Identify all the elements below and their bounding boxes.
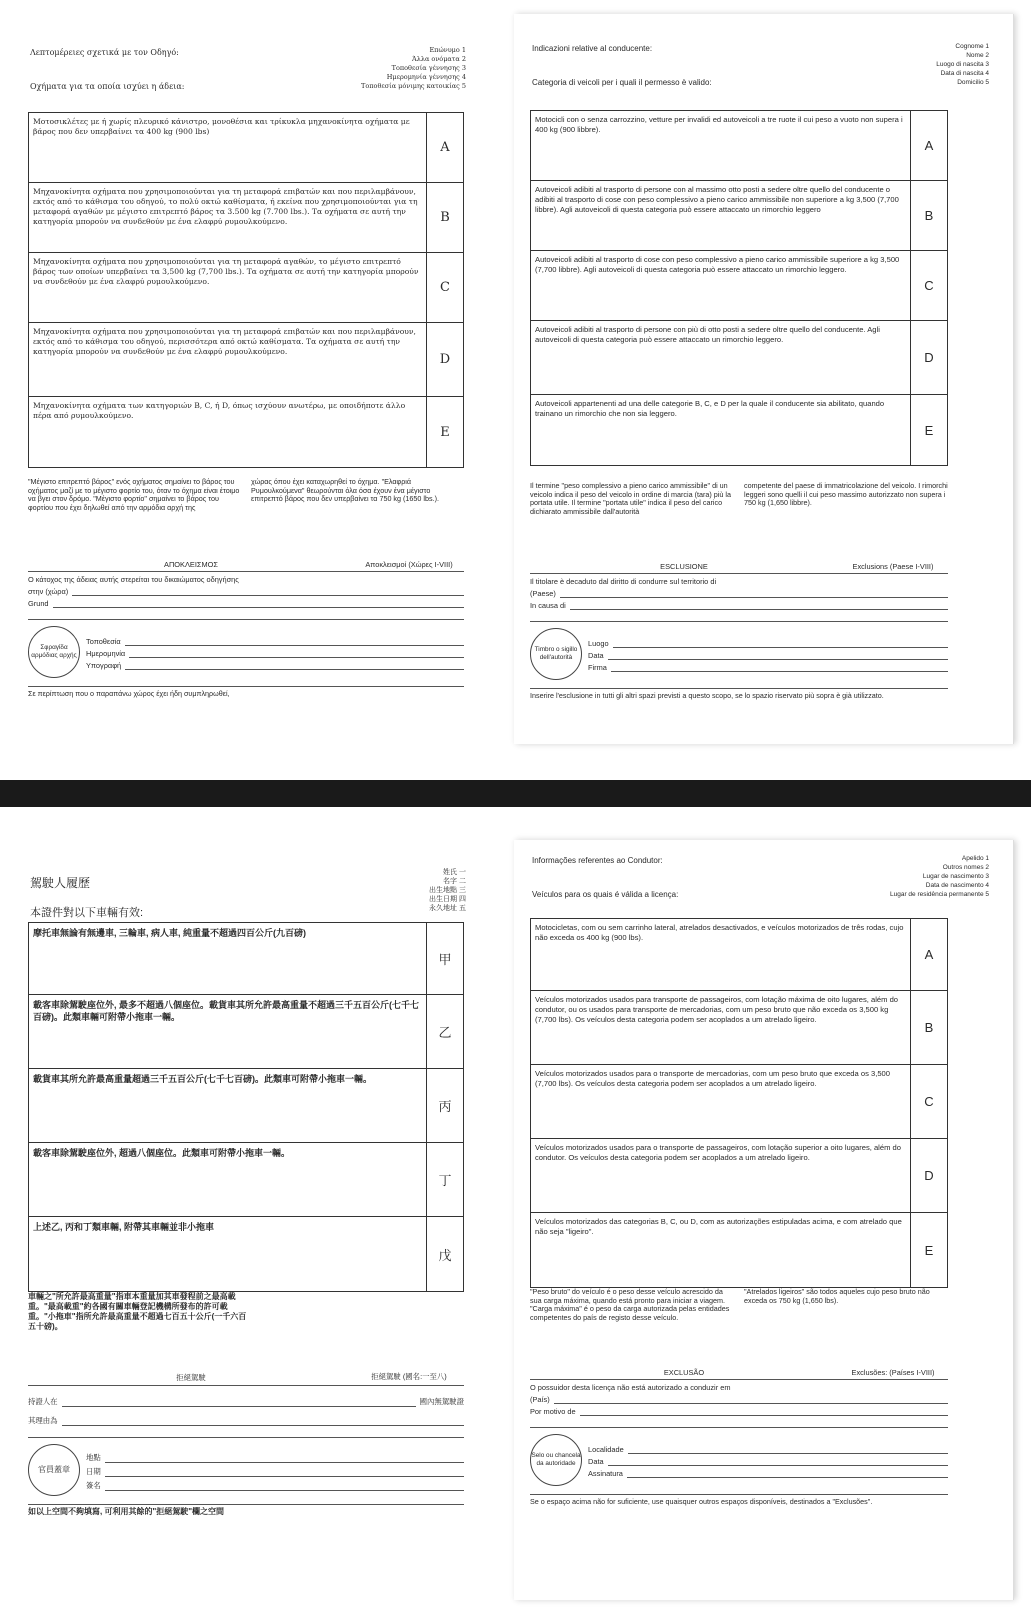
category-table xyxy=(530,110,948,466)
category-row xyxy=(29,1069,463,1143)
exclusion-countries: Αποκλεισμοί (Χώρες I-VIII) xyxy=(365,560,453,569)
category-letter: B xyxy=(440,210,450,225)
exclusion-line xyxy=(28,1396,464,1407)
field-surname: Cognome 1 xyxy=(955,43,989,50)
signature-label: Firma xyxy=(588,663,607,672)
vehicle-categories-heading: Categoria di veicoli per i quali il permesso è valido: xyxy=(532,78,712,87)
category-letter: C xyxy=(924,1094,934,1109)
exclusion-line xyxy=(530,1407,948,1416)
signature-line xyxy=(86,661,464,670)
driver-field-labels xyxy=(361,46,466,91)
field-birthplace: Luogo di nascita 3 xyxy=(936,61,989,68)
date-line xyxy=(86,649,464,658)
blank-line[interactable] xyxy=(530,1419,948,1428)
field-surname: Επώνυμο 1 xyxy=(429,46,466,54)
exclusion-header xyxy=(28,560,464,572)
date-field[interactable] xyxy=(129,649,464,658)
seal-fields xyxy=(588,636,948,672)
driver-details-heading: Informações referentes ao Condutor: xyxy=(532,856,663,865)
place-label: 地點 xyxy=(86,1453,101,1462)
exclusion-line xyxy=(28,587,464,596)
category-letter: D xyxy=(439,352,451,367)
field-birthplace: Lugar de nascimento 3 xyxy=(922,873,989,880)
reason-label: 其理由為 xyxy=(28,1416,58,1425)
category-letter: B xyxy=(924,208,934,223)
place-label: Τοποθεσία xyxy=(86,637,121,646)
place-field[interactable] xyxy=(125,637,464,646)
driver-field-labels xyxy=(429,868,466,913)
field-surname: Apelido 1 xyxy=(961,855,989,862)
category-letter: E xyxy=(924,422,934,438)
reason-label: Grund xyxy=(28,599,49,608)
signature-line xyxy=(588,663,948,672)
category-row xyxy=(29,995,463,1069)
place-field[interactable] xyxy=(105,1454,464,1463)
field-other-names: Nome 2 xyxy=(966,52,989,59)
category-description: 載客車除駕駛座位外, 最多不超過八個座位。載貨車其所允許最高重量不超過三千五百公斤(七千七百磅)。此類車輛可附帶小拖車一輛。 xyxy=(29,995,427,1068)
exclusion-note: Se o espaço acima não for suficiente, use quaisquer outros espaços disponíveis, destinados a "Exclusões". xyxy=(530,1494,948,1506)
country-label: στην (χώρα) xyxy=(28,587,69,596)
category-letter: E xyxy=(924,1242,934,1258)
category-letter: A xyxy=(440,140,450,155)
category-row xyxy=(531,1065,947,1139)
exclusion-line-label: Ο κάτοχος της άδειας αυτής στερείται του δικαιώματος οδηγήσης xyxy=(28,575,239,584)
exclusion-countries: 拒絕駕駛 (國名:一至八) xyxy=(371,1372,447,1381)
category-row xyxy=(29,113,463,183)
exclusion-section xyxy=(530,1368,948,1506)
exclusion-title: EXCLUSÃO xyxy=(663,1368,705,1377)
exclusion-header xyxy=(530,562,948,574)
seal-fields xyxy=(86,1449,464,1491)
driver-details-heading: 駕駛人履歷 xyxy=(30,876,91,890)
category-description: Autoveicoli adibiti al trasporto di persone con al massimo otto posti a sedere oltre quello del conducente o adibiti al trasporto di cose con peso complessivo a pieno carico ammissibile non superiore a kg 3,500 (7,700 libbre). Agli autoveicoli di questa categoria può essere attaccato un rimorchio leggero xyxy=(531,181,911,250)
category-table xyxy=(28,922,464,1292)
category-description: 上述乙, 丙和丁類車輛, 附帶其車輛並非小拖車 xyxy=(29,1217,427,1291)
category-table xyxy=(28,112,464,468)
field-surname: 姓氏 一 xyxy=(443,869,466,876)
exclusion-line-label: Il titolare è decaduto dal diritto di condurre sul territorio di xyxy=(530,577,717,586)
field-birthdate: 出生日期 四 xyxy=(429,896,466,903)
category-description: Μηχανοκίνητα οχήματα που χρησιμοποιούνται για τη μεταφορά επιβατών και που περιλαμβάνουν, εκτός από το κάθισμα του οδηγού, το πολύ οκτώ καθίσματα, ή εκείνα που χρησιμοποιούνται για τη μεταφορά αγαθών με μέγιστο επιτρεπτό βάρος τα 3.500 kg (7.700 lbs.). Τα οχήματα σε αυτή την κατηγορία μπορούν να συνδεθούν με ένα ελαφρύ ρυμουλκούμενο. xyxy=(29,183,427,252)
definition-left: "Peso bruto" do veículo é o peso desse veículo acrescido da sua carga máxima, quando está pronto para iniciar a viagem. "Carga máxima" é o peso da carga autorizada pelas entidades competentes do país de registo desse veículo. xyxy=(530,1287,730,1322)
chinese-header xyxy=(18,838,478,918)
holder-label: 持證人在 xyxy=(28,1397,58,1406)
field-birthdate: Data de nascimento 4 xyxy=(925,882,989,889)
field-other-names: Άλλα ονόματα 2 xyxy=(412,55,466,63)
category-description: 載客車除駕駛座位外, 超過八個座位。此類車可附帶小拖車一輛。 xyxy=(29,1143,427,1216)
signature-field[interactable] xyxy=(105,1482,464,1491)
signature-label: Υπογραφή xyxy=(86,661,122,670)
exclusion-line xyxy=(28,1415,464,1426)
category-table xyxy=(530,918,948,1288)
driver-field-labels xyxy=(936,42,989,87)
category-description: 載貨車其所允許最高重量超過三千五百公斤(七千七百磅)。此類車可附帶小拖車一輛。 xyxy=(29,1069,427,1142)
definition-right: competente del paese di immatricolazione del veicolo. I rimorchi leggeri sono quelli il cui peso massimo autorizzato non supera i 750 kg (1,650 libbre). xyxy=(744,481,948,508)
category-row xyxy=(531,991,947,1065)
exclusion-line xyxy=(530,601,948,610)
weight-definitions xyxy=(28,1292,248,1332)
category-description: 摩托車無論有無邊車, 三輪車, 病人車, 純重量不超過四百公斤(九百磅) xyxy=(29,923,427,994)
authority-seal-circle: Selo ou chancela da autoridade xyxy=(530,1434,582,1486)
place-field[interactable] xyxy=(628,1445,948,1454)
reason-label: In causa di xyxy=(530,601,566,610)
signature-field[interactable] xyxy=(611,663,948,672)
date-line xyxy=(588,1457,948,1466)
category-letter: E xyxy=(440,424,450,440)
category-description: Autoveicoli adibiti al trasporto di persone con più di otto posti a sedere oltre quello del conducente. Agli autoveicoli di questa categoria può essere attaccato un rimorchio leggero. xyxy=(531,321,911,394)
place-field[interactable] xyxy=(613,639,948,648)
place-line xyxy=(588,1445,948,1454)
exclusion-title: ΑΠΟΚΛΕΙΣΜΟΣ xyxy=(164,560,218,569)
signature-field[interactable] xyxy=(627,1469,948,1478)
place-label: Luogo xyxy=(588,639,609,648)
authority-seal-circle: 官員蓋章 xyxy=(28,1444,80,1496)
category-letter: D xyxy=(924,350,934,365)
date-label: Data xyxy=(588,1457,604,1466)
exclusion-note: 如以上空間不夠填寫, 可利用其餘的"拒絕駕駛"欄之空間 xyxy=(28,1504,464,1516)
category-row xyxy=(29,323,463,397)
category-description: Motocicletas, com ou sem carrinho lateral, atrelados desactivados, e veículos motorizados de três rodas, cujo não exceda os 400 kg (900 lbs). xyxy=(531,919,911,990)
date-field[interactable] xyxy=(608,1457,948,1466)
page-separator-band xyxy=(0,780,1031,807)
seal-fields xyxy=(588,1442,948,1478)
exclusion-line xyxy=(530,589,948,598)
signature-line xyxy=(86,1480,464,1491)
seal-block xyxy=(28,1444,464,1496)
seal-fields xyxy=(86,634,464,670)
exclusion-section xyxy=(28,1372,464,1516)
category-description: Veículos motorizados usados para o transporte de passageiros, com lotação superior a oito lugares, além do condutor. Os veículos desta categoria podem ser acoplados a um atrelado ligeiro. xyxy=(531,1139,911,1212)
category-letter: C xyxy=(924,278,934,293)
definition-left: 車輛之"所允許最高重量"指車本重量加其車發程前之最高載重。"最高載重"約各國有關車輛登記機構所發布的許可載重。"小拖車"指所允許最高重量不超過七百五十公斤(一千六百五十磅)。 xyxy=(28,1292,247,1331)
category-description: Μοτοσικλέτες με ή χωρίς πλευρικό κάνιστρο, μονοθέσια και τρίκυκλα μηχανοκίνητα οχήματα με βάρος που δεν υπερβαίνει τα 400 kg (900 lbs) xyxy=(29,113,427,182)
reason-field[interactable] xyxy=(570,601,948,610)
field-birthdate: Data di nascita 4 xyxy=(940,70,989,77)
authority-seal-circle: Timbro o sigillo dell'autorità xyxy=(530,628,582,680)
exclusion-note: Σε περίπτωση που ο παραπάνω χώρος έχει ήδη συμπληρωθεί, xyxy=(28,686,464,698)
country-field[interactable] xyxy=(62,1398,416,1407)
category-row xyxy=(29,397,463,467)
category-letter: 丙 xyxy=(438,1099,452,1114)
country-label: (País) xyxy=(530,1395,550,1404)
seal-block xyxy=(530,1434,948,1486)
category-row xyxy=(29,1143,463,1217)
weight-definitions xyxy=(530,1288,948,1322)
reason-label: Por motivo de xyxy=(530,1407,576,1416)
exclusion-title: 拒絕駕駛 xyxy=(176,1373,206,1382)
authority-seal-circle: Σφραγίδα αρμόδιας αρχής xyxy=(28,626,80,678)
blank-line[interactable] xyxy=(28,611,464,620)
exclusion-note: Inserire l'esclusione in tutti gli altri spazi previsti a questo scopo, se lo spazio riservato più sopra è già utilizzato. xyxy=(530,688,948,700)
exclusion-line xyxy=(28,575,464,584)
country-field[interactable] xyxy=(554,1395,948,1404)
category-letter: D xyxy=(924,1168,934,1183)
blank-line[interactable] xyxy=(28,1429,464,1438)
country-label: (Paese) xyxy=(530,589,556,598)
exclusion-line-label: O possuidor desta licença não está autorizado a conduzir em xyxy=(530,1383,731,1392)
driver-field-labels xyxy=(890,854,989,899)
field-other-names: 名字 二 xyxy=(443,878,466,885)
field-birthplace: Τοποθεσία γέννησης 3 xyxy=(391,64,466,72)
category-description: Autoveicoli appartenenti ad una delle categorie B, C, e D per la quale il conducente sia abilitato, quando trainano un rimorchio che non sia leggero. xyxy=(531,395,911,465)
category-letter: A xyxy=(924,138,934,153)
place-line xyxy=(588,639,948,648)
date-field[interactable] xyxy=(105,1468,464,1477)
category-row xyxy=(531,181,947,251)
definition-left: "Μέγιστο επιτρεπτό βάρος" ενός οχήματος σημαίνει το βάρος του οχήματος μαζί με το μέγιστο φορτίο του, όταν το όχημα είναι έτοιμο να βγει στον δρόμο. "Μέγιστο φορτίο" σημαίνει το βάρος του φορτίου που έχει δηλωθεί από την αρμόδια αρχή της xyxy=(28,477,240,512)
country-field[interactable] xyxy=(72,587,464,596)
exclusion-countries: Exclusions (Paese I-VIII) xyxy=(852,562,934,571)
date-label: Data xyxy=(588,651,604,660)
no-license-label: 國內無駕駛證 xyxy=(419,1397,464,1406)
exclusion-line xyxy=(530,1395,948,1404)
field-residence: Domicilio 5 xyxy=(957,79,989,86)
exclusion-line xyxy=(530,1383,948,1392)
field-residence: Lugar de residência permanente 5 xyxy=(889,891,989,898)
chinese-page xyxy=(18,838,478,1578)
date-line xyxy=(588,651,948,660)
driver-details-heading: Λεπτομέρειες σχετικά με τον Οδηγό: xyxy=(30,48,179,57)
category-description: Μηχανοκίνητα οχήματα που χρησιμοποιούνται για τη μεταφορά αγαθών, το μέγιστο επιτρεπτό βάρος των οποίων υπερβαίνει τα 3,500 kg (7,700 lbs.). Τα οχήματα σε αυτή την κατηγορία μπορούν να συνδεθούν με ένα ελαφρύ ρυμουλκούμενο. xyxy=(29,253,427,322)
field-residence: 永久地址 五 xyxy=(429,905,466,912)
category-letter: A xyxy=(924,947,934,962)
field-birthdate: Ημερομηνία γέννησης 4 xyxy=(386,73,466,81)
category-row xyxy=(29,1217,463,1291)
exclusion-line xyxy=(28,599,464,608)
definition-left: Il termine "peso complessivo a pieno carico ammissibile" di un veicolo indica il peso del veicolo in ordine di marcia (tara) più la portata utile. Il termine "portata utile" indica il peso del carico dichiarato ammissibile dall'autorità xyxy=(530,481,731,516)
category-description: Μηχανοκίνητα οχήματα που χρησιμοποιούνται για τη μεταφορά επιβατών και που περιλαμβάνουν, εκτός από το κάθισμα του οδηγού, περισσότερα από οκτώ καθίσματα. Τα οχήματα σε αυτή την κατηγορία μπορούν να συνδεθούν με ένα ελαφρύ ρυμουλκούμενο. xyxy=(29,323,427,396)
definition-right: "Atrelados ligeiros" são todos aqueles cujo peso bruto não exceda os 750 kg (1,650 lbs). xyxy=(744,1287,930,1305)
portuguese-header xyxy=(514,840,1013,920)
category-description: Autoveicoli adibiti al trasporto di cose con peso complessivo a pieno carico ammissibile superiore a kg 3,500 (7,700 libbre). Agli autoveicoli di questa categoria può essere attaccato un rimorchio leggero. xyxy=(531,251,911,320)
category-row xyxy=(531,919,947,991)
exclusion-countries: Exclusões: (Países I-VIII) xyxy=(851,1368,935,1377)
category-letter: C xyxy=(440,280,450,295)
category-letter: 丁 xyxy=(438,1173,452,1188)
italian-page xyxy=(514,14,1014,744)
seal-block xyxy=(28,626,464,678)
category-letter: 戊 xyxy=(438,1247,452,1263)
reason-field[interactable] xyxy=(62,1417,464,1426)
driver-details-heading: Indicazioni relative al conducente: xyxy=(532,44,653,53)
category-letter: B xyxy=(924,1020,934,1035)
weight-definitions xyxy=(28,478,464,512)
exclusion-section xyxy=(28,560,464,698)
category-description: Motocicli con o senza carrozzino, vetture per invalidi ed autoveicoli a tre ruote il cui peso a vuoto non supera i 400 kg (900 libbre). xyxy=(531,111,911,180)
exclusion-header xyxy=(28,1372,464,1386)
category-letter: 乙 xyxy=(438,1025,452,1040)
category-description: Veículos motorizados das categorias B, C, ou D, com as autorizações estipuladas acima, e com atrelado que não seja "ligeiro". xyxy=(531,1213,911,1287)
place-line xyxy=(86,1452,464,1463)
exclusion-header xyxy=(530,1368,948,1380)
reason-field[interactable] xyxy=(53,599,464,608)
field-residence: Τοποθεσία μόνιμης κατοικίας 5 xyxy=(361,82,466,90)
category-row xyxy=(29,253,463,323)
seal-block xyxy=(530,628,948,680)
signature-label: Assinatura xyxy=(588,1469,623,1478)
category-description: Veículos motorizados usados para transporte de passageiros, com lotação máxima de oito lugares, além do condutor, ou os usados para transporte de mercadorias, com um peso bruto que não exceda os 3,500 kg (7,700 lbs). Os veículos desta categoria podem ser acoplados a um atrelado ligeiro. xyxy=(531,991,911,1064)
signature-field[interactable] xyxy=(125,661,464,670)
category-letter: 甲 xyxy=(438,952,452,967)
category-row xyxy=(531,111,947,181)
field-birthplace: 出生地點 三 xyxy=(429,887,466,894)
vehicle-categories-heading: Veículos para os quais é válida a licença: xyxy=(532,890,679,899)
category-row xyxy=(531,1213,947,1287)
category-row xyxy=(29,183,463,253)
signature-line xyxy=(588,1469,948,1478)
exclusion-title: ESCLUSIONE xyxy=(660,562,708,571)
category-row xyxy=(531,395,947,465)
place-line xyxy=(86,637,464,646)
greek-page xyxy=(18,18,478,738)
italian-header xyxy=(514,14,1013,94)
field-other-names: Outros nomes 2 xyxy=(942,864,989,871)
category-row xyxy=(531,321,947,395)
definition-right: χώρας όπου έχει καταχωρηθεί το όχημα. "Ελαφριά Ρυμουλκούμενα" θεωρούνται όλα όσα έχουν ένα μέγιστο επιτρεπτό βάρος που δεν υπερβαίνει τα 750 kg (1650 lbs.). xyxy=(251,477,439,504)
blank-line[interactable] xyxy=(530,613,948,622)
category-row xyxy=(531,251,947,321)
date-label: Ημερομηνία xyxy=(86,649,126,658)
reason-field[interactable] xyxy=(580,1407,948,1416)
category-row xyxy=(531,1139,947,1213)
category-description: Veículos motorizados usados para o transporte de mercadorias, com um peso bruto que exceda os 3,500 (7,700 lbs). Os veículos desta categoria podem ser acoplados a um atrelado ligeiro. xyxy=(531,1065,911,1138)
date-line xyxy=(86,1466,464,1477)
place-label: Localidade xyxy=(588,1445,624,1454)
signature-label: 簽名 xyxy=(86,1481,101,1490)
vehicle-categories-heading: Οχήματα για τα οποία ισχύει η άδεια: xyxy=(30,82,185,91)
vehicle-categories-heading: 本證件對以下車輛有效: xyxy=(30,907,144,919)
category-description: Μηχανοκίνητα οχήματα των κατηγοριών B, C, ή D, όπως ισχύουν ανωτέρω, με οποιδήποτε άλλο πέρα από ρυμουλκούμενο. xyxy=(29,397,427,467)
weight-definitions xyxy=(530,482,948,516)
portuguese-page xyxy=(514,840,1014,1600)
date-field[interactable] xyxy=(608,651,948,660)
greek-header xyxy=(18,18,478,98)
country-field[interactable] xyxy=(560,589,948,598)
date-label: 日期 xyxy=(86,1467,101,1476)
category-row xyxy=(29,923,463,995)
exclusion-line xyxy=(530,577,948,586)
exclusion-section xyxy=(530,562,948,700)
